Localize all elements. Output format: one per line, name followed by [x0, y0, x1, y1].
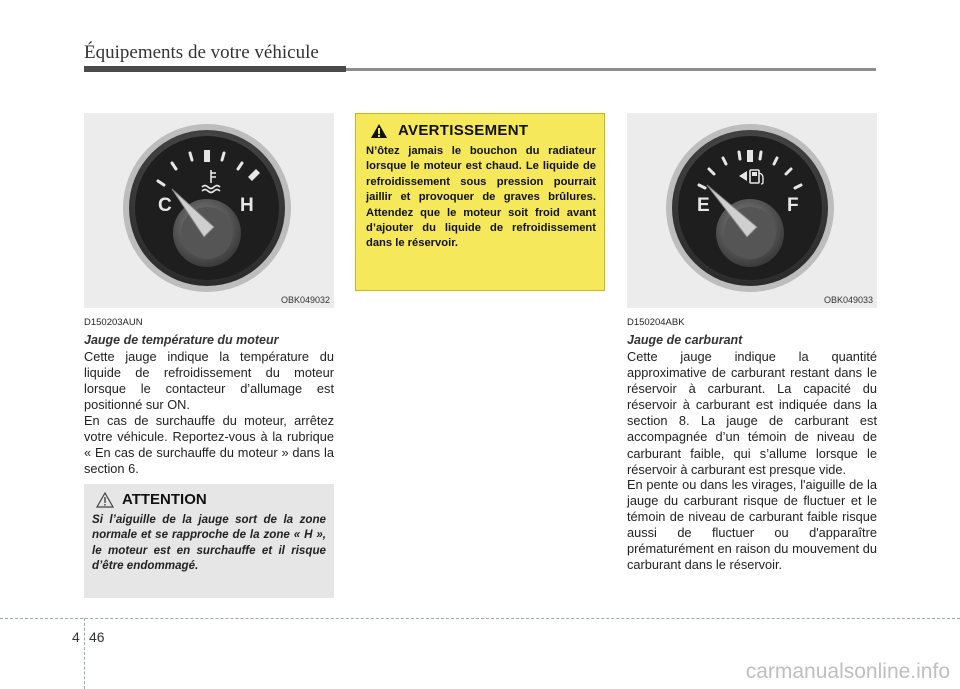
gauge-label-hot: H: [240, 195, 254, 216]
section-paragraph: En cas de surchauffe du moteur, arrêtez votre véhicule. Reportez-vous à la rubrique « En cas de surchauffe du moteur » dans la section 6.: [84, 413, 334, 477]
section-code: D150203AUN: [84, 317, 143, 328]
page-number: 46: [89, 629, 105, 645]
gauge-label-full: F: [787, 195, 799, 216]
image-code: OBK049033: [823, 295, 873, 305]
section-paragraph: En pente ou dans les virages, l'aiguille de la jauge du carburant risque de fluctuer et le témoin de niveau de carburant faible risque aussi de fluctuer ou d'apparaître prématurément en raison du mouvement du carburant dans le réservoir.: [627, 477, 877, 573]
gauge-label-cold: C: [158, 195, 172, 216]
warning-triangle-icon: [370, 123, 388, 139]
section-code: D150204ABK: [627, 317, 685, 328]
fuel-gauge-figure: [627, 113, 877, 308]
section-subtitle: Jauge de carburant: [627, 333, 743, 347]
warning-title: AVERTISSEMENT: [398, 122, 529, 139]
caution-triangle-icon: [96, 492, 114, 508]
section-subtitle: Jauge de température du moteur: [84, 333, 279, 347]
section-paragraph: Cette jauge indique la quantité approximative de carburant restant dans le réservoir à carburant. La capacité du réservoir à carburant est indiquée dans la section 8. La jauge de carburant est accompagnée d’un témoin de niveau de carburant faible, qui s’allume lorsque le réservoir à carburant est presque vide.: [627, 349, 877, 477]
attention-title: ATTENTION: [122, 491, 207, 508]
gauge-label-empty: E: [697, 195, 710, 216]
temperature-gauge-figure: [84, 113, 334, 308]
page-header-title: Équipements de votre véhicule: [84, 42, 319, 63]
watermark: carmanualsonline.info: [745, 660, 950, 683]
section-paragraph: Cette jauge indique la température du liquide de refroidissement du moteur lorsque le contacteur d’allumage est positionné sur ON.: [84, 349, 334, 413]
attention-box: [84, 484, 334, 598]
image-code: OBK049032: [280, 295, 330, 305]
header-rule-dark: [84, 66, 346, 72]
warning-box: [355, 113, 605, 291]
warning-text: N’ôtez jamais le bouchon du radiateur lorsque le moteur est chaud. Le liquide de refroidissement sous pression pourrait jaillir et provoquer de graves brûlures. Attendez que le moteur soit froid avant d’ajouter du liquide de refroidissement dans le réservoir.: [366, 145, 596, 250]
footer-rule: [0, 618, 960, 619]
footer-divider: [84, 618, 85, 689]
attention-text: Si l’aiguille de la jauge sort de la zone normale et se rapproche de la zone « H », le moteur est en surchauffe et il risque d’être endommagé.: [92, 513, 326, 573]
header-rule-light: [346, 68, 876, 71]
chapter-number: 4: [72, 629, 80, 645]
